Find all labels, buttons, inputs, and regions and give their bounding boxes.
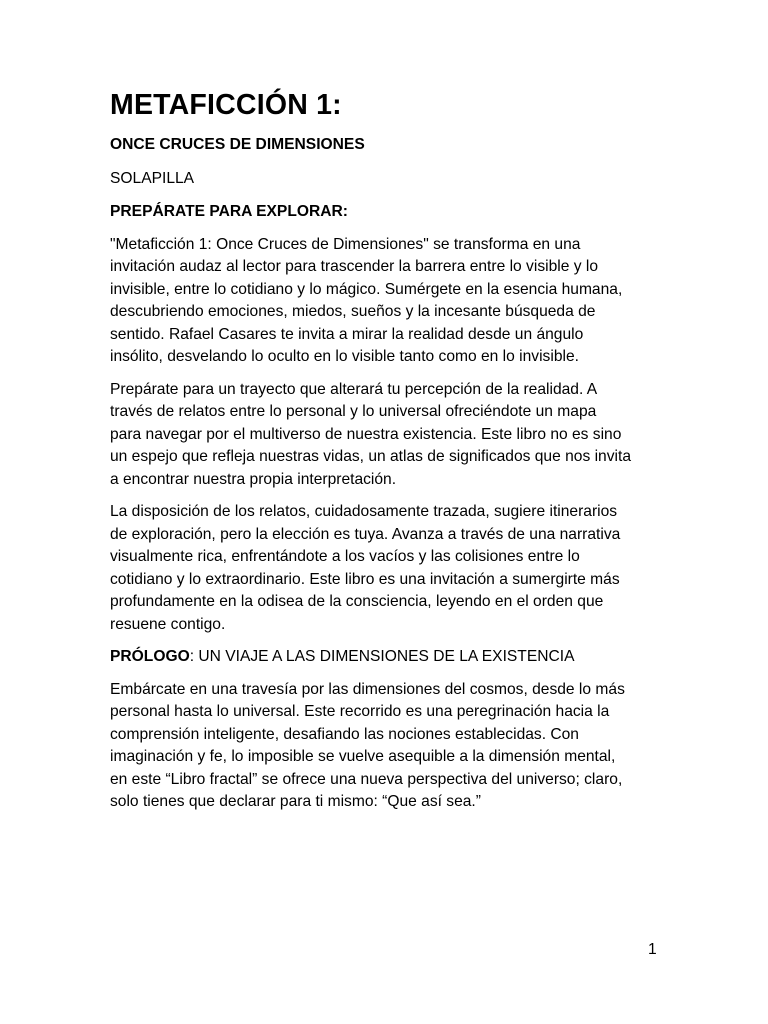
text-line: a encontrar nuestra propia interpretación.	[110, 470, 397, 488]
text-line: para navegar por el multiverso de nuestra existencia. Este libro no es sino	[110, 425, 622, 443]
text-line: través de relatos entre lo personal y lo universal ofreciéndote un mapa	[110, 403, 597, 420]
paragraph-journey	[110, 379, 666, 492]
text-line: visualmente rica, enfrentándote a los vacíos y las colisiones entre lo	[110, 548, 580, 565]
text-line: comprensión inteligente, desafiando las nociones establecidas. Con	[110, 725, 579, 743]
text-line: solo tienes que declarar para ti mismo: “Que así sea.”	[110, 793, 481, 810]
text-line: un espejo que refleja nuestras vidas, un atlas de significados que nos invita	[110, 448, 631, 465]
text-line: personal hasta lo universal. Este recorrido es una peregrinación hacia la	[110, 703, 610, 720]
text-line: en este “Libro fractal” se ofrece una nueva perspectiva del universo; claro,	[110, 770, 623, 788]
text-line: insólito, desvelando lo oculto en lo visible tanto como en lo invisible.	[110, 348, 579, 365]
prologue-heading	[110, 646, 666, 669]
text-line: de exploración, pero la elección es tuya. Avanza a través de una narrativa	[110, 525, 621, 543]
text-line: invisible, entre lo cotidiano y lo mágico. Sumérgete en la esencia humana,	[110, 280, 623, 298]
prologue-title: : UN VIAJE A LAS DIMENSIONES DE LA EXISTENCIA	[189, 648, 575, 665]
text-line: Prepárate para un trayecto que alterará tu percepción de la realidad. A	[110, 380, 598, 398]
document-title: METAFICCIÓN 1:	[110, 89, 342, 121]
text-line: resuene contigo.	[110, 615, 226, 633]
text-line: cotidiano y lo extraordinario. Este libro es una invitación a sumergirte más	[110, 570, 620, 588]
text-line: Embárcate en una travesía por las dimensiones del cosmos, desde lo más	[110, 680, 625, 698]
text-line: imaginación y fe, lo imposible se vuelve asequible a la dimensión mental,	[110, 748, 616, 765]
text-line: sentido. Rafael Casares te invita a mirar la realidad desde un ángulo	[110, 325, 584, 343]
explore-heading: PREPÁRATE PARA EXPLORAR:	[110, 203, 348, 220]
text-line: "Metaficción 1: Once Cruces de Dimensiones" se transforma en una	[110, 235, 581, 253]
section-label: SOLAPILLA	[110, 169, 195, 187]
text-line: descubriendo emociones, miedos, sueños y la incesante búsqueda de	[110, 303, 596, 320]
text-line: La disposición de los relatos, cuidadosamente trazada, sugiere itinerarios	[110, 503, 618, 520]
paragraph-intro	[110, 234, 666, 369]
text-line: profundamente en la odisea de la consciencia, leyendo en el orden que	[110, 593, 604, 610]
paragraph-prologue	[110, 679, 666, 814]
page-number: 1	[648, 941, 657, 958]
text-line: invitación audaz al lector para trascender la barrera entre lo visible y lo	[110, 258, 598, 275]
page-content	[110, 86, 666, 824]
prologue-label: PRÓLOGO	[110, 648, 190, 665]
paragraph-arrangement	[110, 501, 666, 636]
document-subtitle: ONCE CRUCES DE DIMENSIONES	[110, 136, 365, 153]
